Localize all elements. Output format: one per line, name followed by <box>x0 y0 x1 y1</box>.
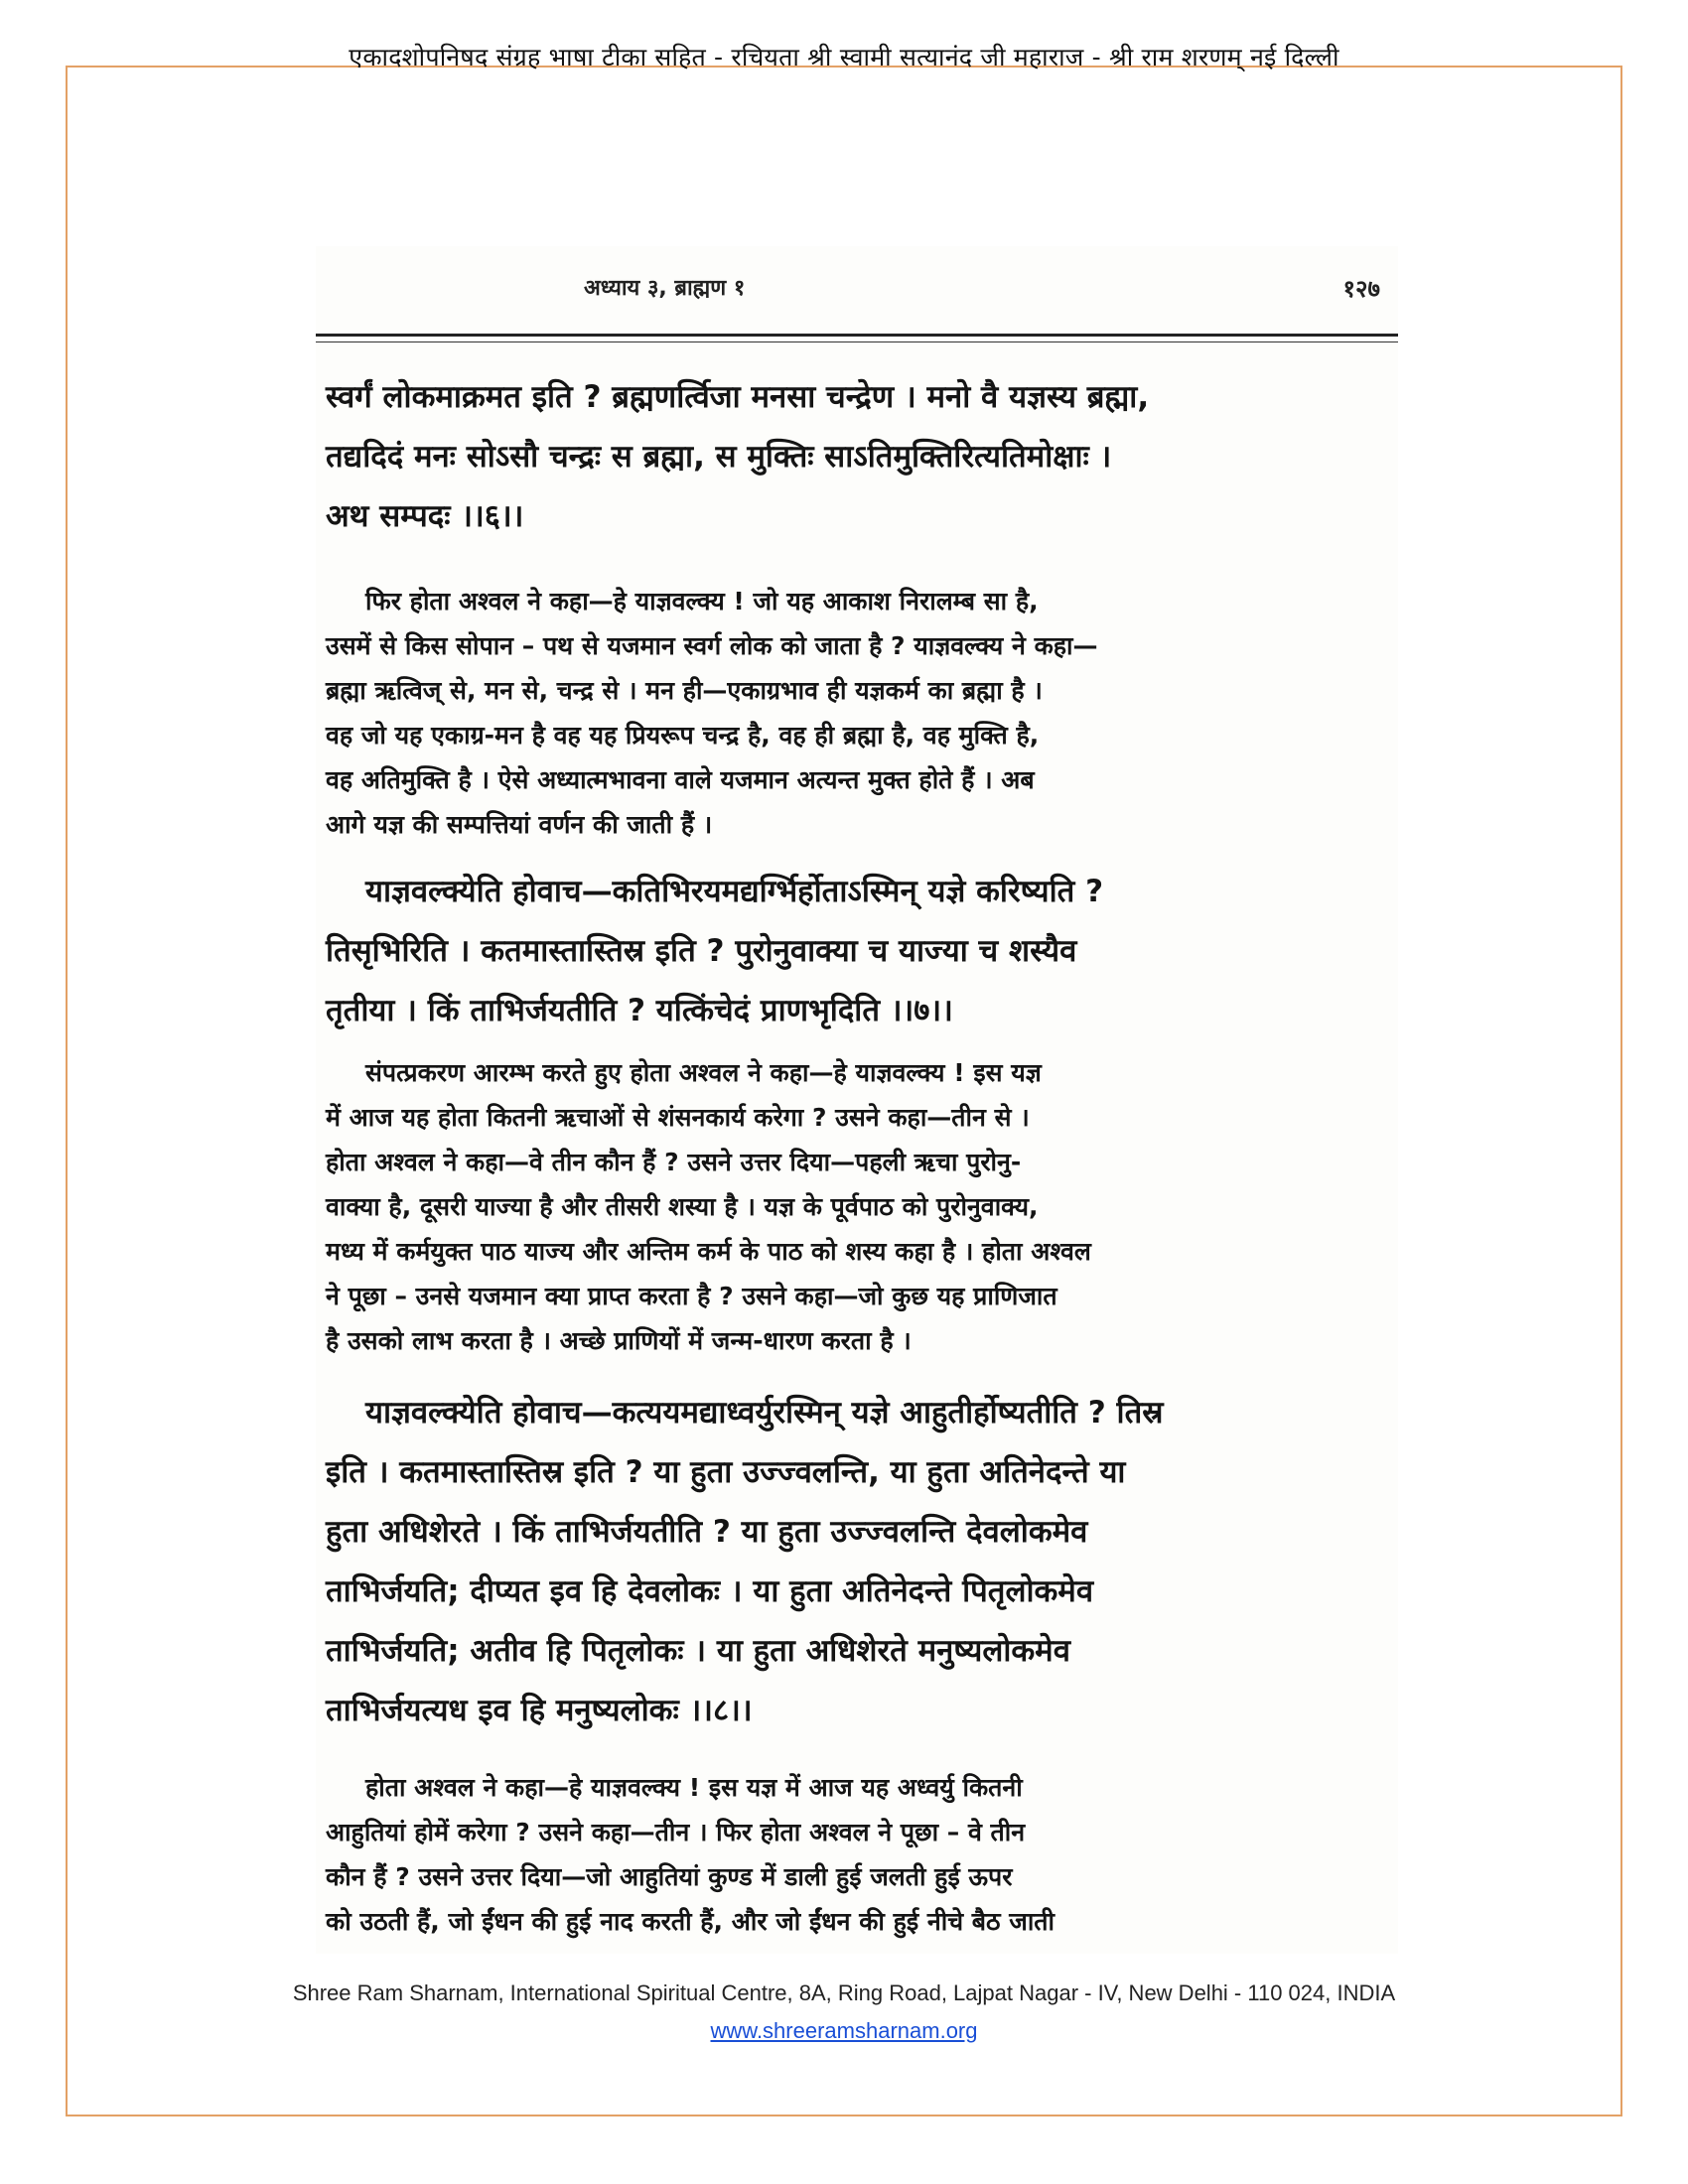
verse-line: तृतीया । किं ताभिर्जयतीति ? यत्किंचेदं प्राणभृदिति ।।७।। <box>326 993 953 1028</box>
website-link[interactable]: www.shreeramsharnam.org <box>710 2018 978 2043</box>
translation-6 <box>326 579 1388 847</box>
book-running-head <box>316 272 1398 312</box>
translation-8 <box>326 1765 1388 1944</box>
verse-line: तिसृभिरिति । कतमास्तास्तिस्र इति ? पुरोनुवाक्या च याज्या च शस्यैव <box>326 933 1077 969</box>
translation-line: वह जो यह एकाग्र-मन है वह यह प्रियरूप चन्द्र है, वह ही ब्रह्मा है, वह मुक्ति है, <box>326 721 1040 750</box>
translation-line: वाक्या है, दूसरी याज्या है और तीसरी शस्या है । यज्ञ के पूर्वपाठ को पुरोनुवाक्य, <box>326 1192 1039 1221</box>
translation-line: होता अश्वल ने कहा—वे तीन कौन हैं ? उसने उत्तर दिया—पहली ऋचा पुरोनु- <box>326 1148 1022 1176</box>
verse-line: ताभिर्जयत्यध इव हि मनुष्यलोकः ।।८।। <box>326 1693 753 1728</box>
translation-7 <box>326 1050 1388 1363</box>
translation-line: है उसको लाभ करता है । अच्छे प्राणियों में जन्म-धारण करता है । <box>326 1326 912 1355</box>
translation-line: मध्य में कर्मयुक्त पाठ याज्य और अन्तिम कर्म के पाठ को शस्य कहा है । होता अश्वल <box>326 1237 1091 1266</box>
verse-6 <box>326 367 1388 546</box>
scanned-page <box>316 246 1398 1954</box>
translation-line: आहुतियां होमें करेगा ? उसने कहा—तीन । फिर होता अश्वल ने पूछा – वे तीन <box>326 1818 1026 1846</box>
verse-line: अथ सम्पदः ।।६।। <box>326 498 524 534</box>
translation-line: को उठती हैं, जो ईंधन की हुई नाद करती हैं, और जो ईंधन की हुई नीचे बैठ जाती <box>326 1907 1055 1936</box>
translation-line: वह अतिमुक्ति है । ऐसे अध्यात्मभावना वाले यजमान अत्यन्त मुक्त होते हैं । अब <box>326 765 1035 794</box>
translation-line: होता अश्वल ने कहा—हे याज्ञवल्क्य ! इस यज्ञ में आज यह अध्वर्यु कितनी <box>365 1773 1023 1802</box>
book-page-number: १२७ <box>1342 275 1380 303</box>
footer-website <box>0 2018 1688 2044</box>
verse-line: याज्ञवल्क्येति होवाच—कत्ययमद्याध्वर्युरस्मिन् यज्ञे आहुतीर्होष्यतीति ? तिस्र <box>365 1395 1164 1431</box>
translation-line: आगे यज्ञ की सम्पत्तियां वर्णन की जाती हैं । <box>326 810 713 839</box>
header-rule-thin <box>316 341 1398 342</box>
verse-7 <box>326 862 1388 1040</box>
verse-line: हुता अधिशेरते । किं ताभिर्जयतीति ? या हुता उज्ज्वलन्ति देवलोकमेव <box>326 1514 1088 1550</box>
footer-address: Shree Ram Sharnam, International Spiritual Centre, 8A, Ring Road, Lajpat Nagar - IV, New Delhi - 110 024, INDIA <box>292 1980 1396 2005</box>
translation-line: उसमें से किस सोपान – पथ से यजमान स्वर्ग लोक को जाता है ? याज्ञवल्क्य ने कहा— <box>326 631 1098 660</box>
translation-line: ने पूछा – उनसे यजमान क्या प्राप्त करता है ? उसने कहा—जो कुछ यह प्राणिजात <box>326 1282 1057 1310</box>
page-header: एकादशोपनिषद संग्रह भाषा टीका सहित - रचियता श्री स्वामी सत्यानंद जी महाराज - श्री राम शरणम् नई दिल्ली <box>349 43 1339 71</box>
translation-line: ब्रह्मा ऋत्विज् से, मन से, चन्द्र से । मन ही—एकाग्रभाव ही यज्ञकर्म का ब्रह्मा है । <box>326 676 1043 705</box>
verse-line: याज्ञवल्क्येति होवाच—कतिभिरयमद्यर्ग्भिर्होताऽस्मिन् यज्ञे करिष्यति ? <box>365 874 1104 909</box>
translation-line: फिर होता अश्वल ने कहा—हे याज्ञवल्क्य ! जो यह आकाश निरालम्ब सा है, <box>365 587 1039 615</box>
verse-line: ताभिर्जयति; दीप्यत इव हि देवलोकः । या हुता अतिनेदन्ते पितृलोकमेव <box>326 1573 1094 1609</box>
translation-line: कौन हैं ? उसने उत्तर दिया—जो आहुतियां कुण्ड में डाली हुई जलती हुई ऊपर <box>326 1862 1013 1891</box>
header-rule <box>316 334 1398 337</box>
verse-line: इति । कतमास्तास्तिस्र इति ? या हुता उज्ज्वलन्ति, या हुता अतिनेदन्ते या <box>326 1454 1126 1490</box>
verse-line: स्वर्गं लोकमाक्रमत इति ? ब्रह्मणर्त्विजा मनसा चन्द्रेण । मनो वै यज्ञस्य ब्रह्मा, <box>326 379 1150 415</box>
translation-line: में आज यह होता कितनी ऋचाओं से शंसनकार्य करेगा ? उसने कहा—तीन से । <box>326 1103 1030 1132</box>
chapter-label: अध्याय ३, ब्राह्मण १ <box>584 276 746 301</box>
verse-line: तद्यदिदं मनः सोऽसौ चन्द्रः स ब्रह्मा, स मुक्तिः साऽतिमुक्तिरित्यतिमोक्षाः । <box>326 439 1112 475</box>
translation-line: संपत्प्रकरण आरम्भ करते हुए होता अश्वल ने कहा—हे याज्ञवल्क्य ! इस यज्ञ <box>365 1058 1042 1087</box>
verse-line: ताभिर्जयति; अतीव हि पितृलोकः । या हुता अधिशेरते मनुष्यलोकमेव <box>326 1633 1070 1669</box>
verse-8 <box>326 1383 1388 1740</box>
